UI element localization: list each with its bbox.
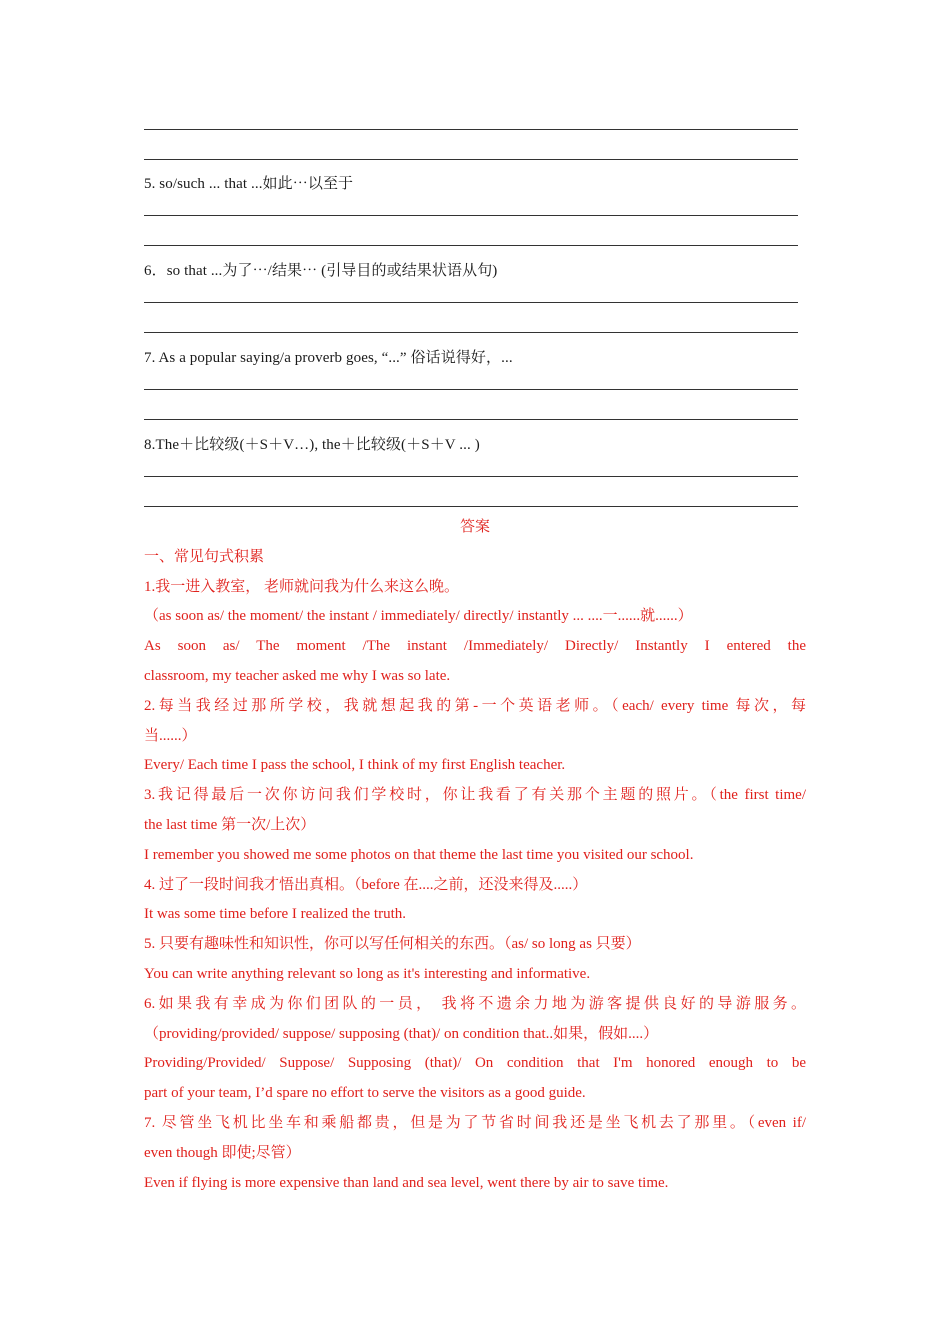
answer-6-chinese: 6.如果我有幸成为你们团队的一员， 我将不遗余力地为游客提供良好的导游服务。 <box>144 995 806 1012</box>
answer-line[interactable] <box>144 331 798 333</box>
answer-line[interactable] <box>144 418 798 420</box>
worksheet-page <box>144 110 806 1198</box>
answer-line[interactable] <box>144 158 798 160</box>
answer-7-chinese: 7. 尽管坐飞机比坐车和乘船都贵，但是为了节省时间我还是坐飞机去了那里。（even if/ <box>144 1114 806 1131</box>
exercise-item-5: 5. so/such ... that ...如此⋯以至于 <box>144 176 354 192</box>
answer-3-chinese: 3.我记得最后一次你访问我们学校时，你让我看了有关那个主题的照片。（the first time/ <box>144 787 806 804</box>
answer-2-english: Every/ Each time I pass the school, I think of my first English teacher. <box>144 757 566 774</box>
answer-line[interactable] <box>144 475 798 477</box>
exercise-item-8: 8.The＋比较级(＋S＋V…), the＋比较级(＋S＋V ... ) <box>144 437 480 453</box>
answer-6-english-cont: part of your team, I’d spare no effort to serve the visitors as a good guide. <box>144 1085 586 1102</box>
answer-3-chinese-cont: the last time 第一次/上次） <box>144 816 316 833</box>
answer-1-chinese: 1.我一进入教室， 老师就问我为什么来这么晚。 <box>144 578 460 595</box>
exercise-item-6: 6．so that ...为了⋯/结果⋯ (引导目的或结果状语从句) <box>144 263 498 279</box>
answer-1-english: As soon as/ The moment /The instant /Immediately/ Directly/ Instantly I entered the <box>144 638 806 655</box>
answer-5-chinese: 5. 只要有趣味性和知识性，你可以写任何相关的东西。（as/ so long as 只要） <box>144 936 641 953</box>
answer-7-english: Even if flying is more expensive than land and sea level, went there by air to save time. <box>144 1174 669 1191</box>
answer-2-chinese-cont: 当......） <box>144 727 197 744</box>
answer-6-english: Providing/Provided/ Suppose/ Supposing (that)/ On condition that I'm honored enough to be <box>144 1055 806 1072</box>
answer-line[interactable] <box>144 244 798 246</box>
section-heading: 一、常见句式积累 <box>144 548 265 565</box>
answer-line[interactable] <box>144 388 798 390</box>
answer-1-english-cont: classroom, my teacher asked me why I was so late. <box>144 667 451 684</box>
answer-line[interactable] <box>144 301 798 303</box>
answer-7-chinese-cont: even though 即使;尽管） <box>144 1144 301 1161</box>
answer-6-hint: （providing/provided/ suppose/ supposing (that)/ on condition that..如果，假如....） <box>144 1025 659 1042</box>
answer-title: 答案 <box>459 519 490 535</box>
answer-line[interactable] <box>144 505 798 507</box>
answer-line[interactable] <box>144 128 798 130</box>
answer-5-english: You can write anything relevant so long as it's interesting and informative. <box>144 965 591 982</box>
exercise-item-7: 7. As a popular saying/a proverb goes, “...” 俗话说得好，... <box>144 350 513 366</box>
answer-4-english: It was some time before I realized the truth. <box>144 906 406 923</box>
answer-2-chinese: 2.每当我经过那所学校，我就想起我的第-一个英语老师。（each/ every time 每次，每 <box>144 697 806 714</box>
answer-1-hint: （as soon as/ the moment/ the instant / immediately/ directly/ instantly ... ....一......就......） <box>144 608 693 625</box>
answer-line[interactable] <box>144 214 798 216</box>
answer-4-chinese: 4. 过了一段时间我才悟出真相。（before 在....之前，还没来得及.....） <box>144 876 588 893</box>
answer-key <box>144 513 806 1198</box>
answer-3-english: I remember you showed me some photos on that theme the last time you visited our school. <box>144 846 694 863</box>
